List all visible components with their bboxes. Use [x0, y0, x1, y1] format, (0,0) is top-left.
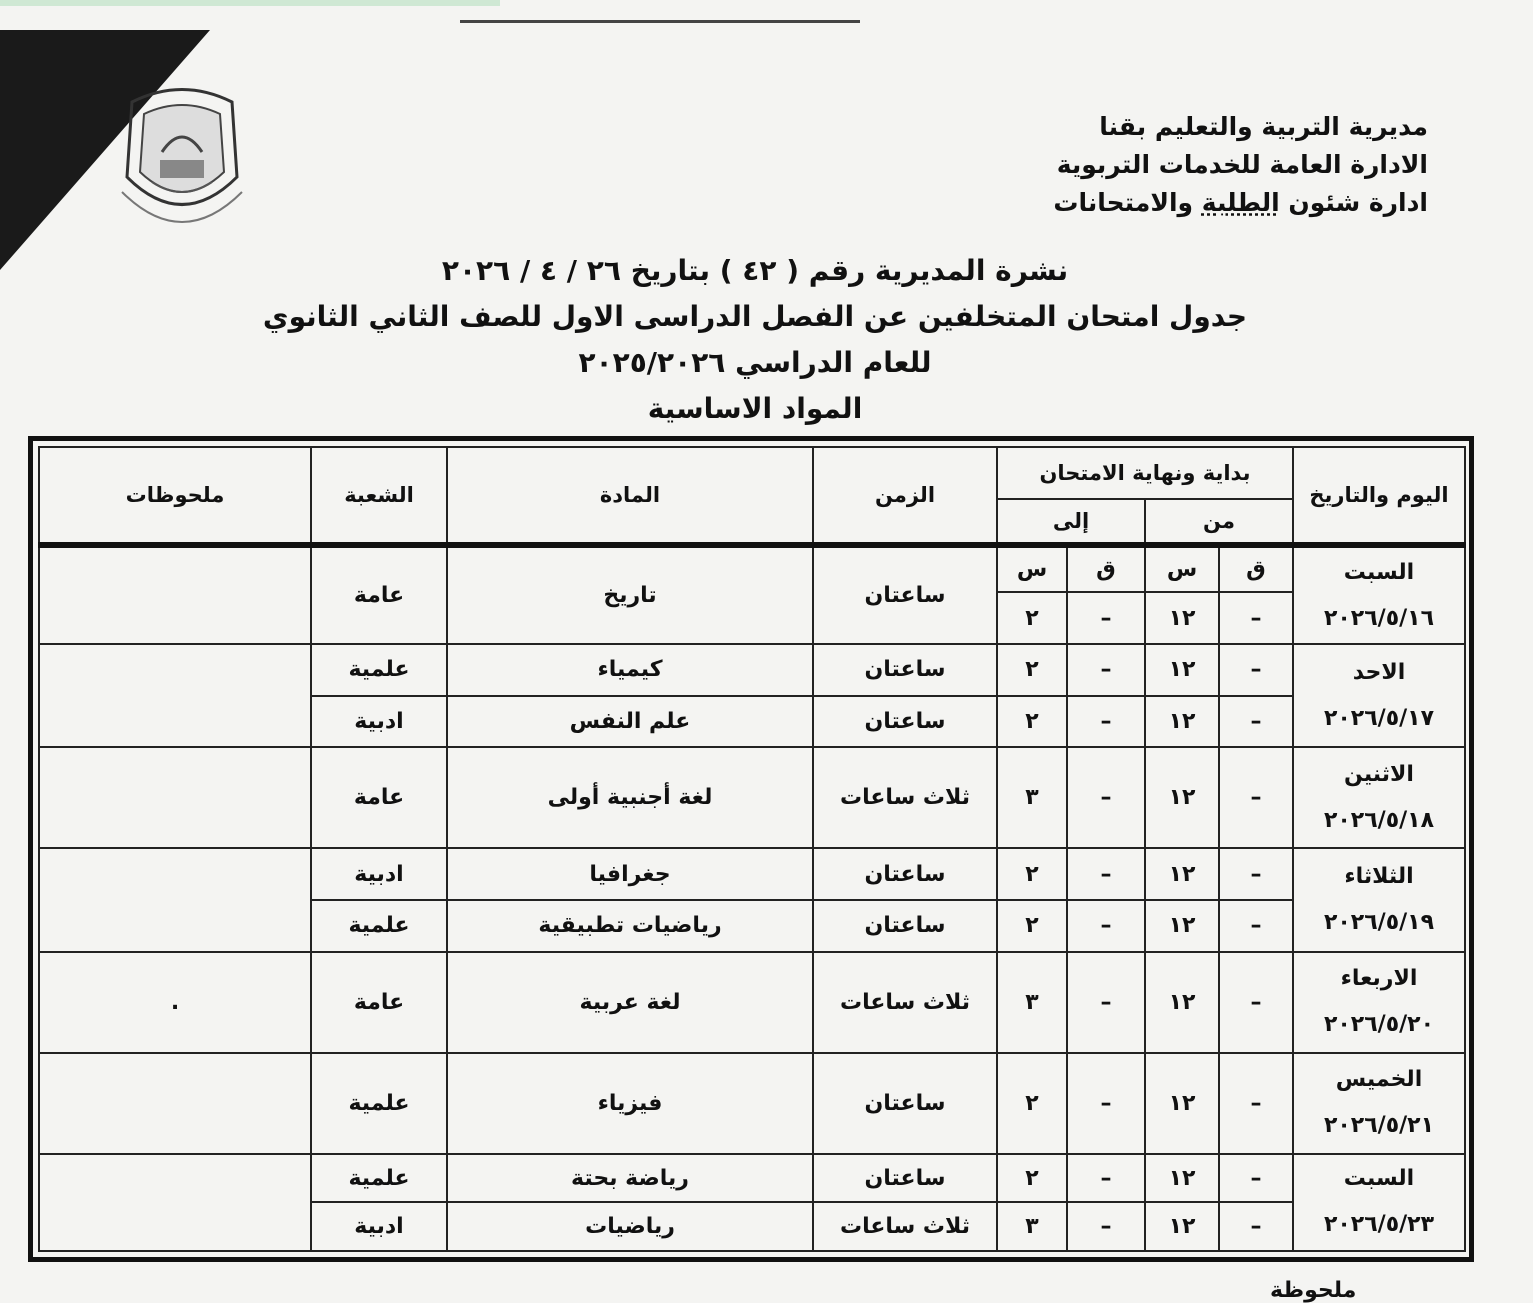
document-titles — [200, 248, 1310, 432]
duration-cell: ثلاث ساعات — [813, 952, 997, 1053]
subject-cell: لغة أجنبية أولى — [447, 747, 813, 848]
from-hour-cell: ١٢ — [1145, 1053, 1219, 1154]
from-minute-cell: – — [1219, 1053, 1293, 1154]
day-name: السبت — [1343, 1166, 1415, 1192]
day-date: ٢٠٢٦/٥/١٧ — [1323, 705, 1435, 731]
from-hour-cell: ١٢ — [1145, 696, 1219, 748]
exam-schedule-table-frame — [28, 436, 1474, 1262]
day-date: ٢٠٢٦/٥/١٨ — [1323, 807, 1435, 833]
from-minute-cell: – — [1219, 592, 1293, 644]
from-minute-cell: – — [1219, 952, 1293, 1053]
to-minute-cell: – — [1067, 952, 1145, 1053]
subject-cell: جغرافيا — [447, 848, 813, 900]
division-cell: علمية — [311, 900, 447, 952]
header-start-end: بداية ونهاية الامتحان — [997, 447, 1293, 499]
from-hour-cell: ١٢ — [1145, 1202, 1219, 1251]
subject-cell: رياضة بحتة — [447, 1154, 813, 1203]
day-date: ٢٠٢٦/٥/٢٣ — [1323, 1212, 1435, 1238]
day-name: الاثنين — [1344, 761, 1414, 787]
day-cell — [1293, 545, 1465, 644]
issuer-line-2: الادارة العامة للخدمات التربوية — [1056, 150, 1428, 179]
notes-cell: . — [39, 952, 311, 1053]
to-minute-cell: – — [1067, 848, 1145, 900]
issuer-line-1: مديرية التربية والتعليم بقنا — [1099, 112, 1428, 141]
to-minute-cell: – — [1067, 644, 1145, 696]
issuer-line-3 — [1008, 184, 1428, 222]
day-date: ٢٠٢٦/٥/٢١ — [1323, 1113, 1435, 1139]
subject-cell: لغة عربية — [447, 952, 813, 1053]
day-cell — [1293, 952, 1465, 1053]
to-hour-cell: ٢ — [997, 1154, 1067, 1203]
to-hour-cell: ٣ — [997, 1202, 1067, 1251]
day-name: الثلاثاء — [1344, 864, 1414, 889]
from-hour-cell: ١٢ — [1145, 848, 1219, 900]
subject-cell: كيمياء — [447, 644, 813, 696]
subjects-heading: المواد الاساسية — [647, 392, 863, 425]
to-minute-cell: – — [1067, 900, 1145, 952]
day-cell — [1293, 644, 1465, 747]
to-hour-cell: ٣ — [997, 747, 1067, 848]
division-cell: عامة — [311, 545, 447, 644]
header-subject: المادة — [447, 447, 813, 545]
duration-cell: ثلاث ساعات — [813, 747, 997, 848]
issuer-line-3-suffix: والامتحانات — [1053, 188, 1202, 217]
from-minute-cell: – — [1219, 1154, 1293, 1203]
day-cell — [1293, 848, 1465, 951]
to-hour-cell: ٢ — [997, 696, 1067, 748]
division-cell: علمية — [311, 1053, 447, 1154]
to-minute-cell: – — [1067, 696, 1145, 748]
day-date: ٢٠٢٦/٥/١٦ — [1323, 605, 1435, 631]
duration-cell: ساعتان — [813, 1053, 997, 1154]
unit-hour-from: س — [1145, 545, 1219, 592]
from-minute-cell: – — [1219, 747, 1293, 848]
header-from: من — [1145, 499, 1293, 545]
to-hour-cell: ٣ — [997, 952, 1067, 1053]
day-name: السبت — [1343, 559, 1415, 585]
subject-cell: فيزياء — [447, 1053, 813, 1154]
from-hour-cell: ١٢ — [1145, 644, 1219, 696]
day-name: الاربعاء — [1340, 966, 1418, 992]
academic-year: للعام الدراسي ٢٠٢٥/٢٠٢٦ — [578, 346, 932, 379]
subject-cell: تاريخ — [447, 545, 813, 644]
to-minute-cell: – — [1067, 1202, 1145, 1251]
from-hour-cell: ١٢ — [1145, 952, 1219, 1053]
header-notes: ملحوظات — [39, 447, 311, 545]
day-name: الاحد — [1352, 659, 1406, 685]
division-cell: ادبية — [311, 1202, 447, 1251]
from-minute-cell: – — [1219, 1202, 1293, 1251]
day-date: ٢٠٢٦/٥/١٩ — [1323, 910, 1435, 935]
header-duration: الزمن — [813, 447, 997, 545]
directorate-logo-icon — [112, 82, 252, 242]
duration-cell: ساعتان — [813, 848, 997, 900]
to-minute-cell: – — [1067, 747, 1145, 848]
notes-cell — [39, 848, 311, 951]
from-minute-cell: – — [1219, 696, 1293, 748]
duration-cell: ساعتان — [813, 1154, 997, 1203]
to-minute-cell: – — [1067, 592, 1145, 644]
top-edge-strip — [0, 0, 500, 6]
notes-cell — [39, 1154, 311, 1251]
header-day-date: اليوم والتاريخ — [1293, 447, 1465, 545]
duration-cell: ساعتان — [813, 696, 997, 748]
day-name: الخميس — [1335, 1067, 1423, 1093]
top-scan-line — [460, 20, 860, 23]
day-cell — [1293, 1053, 1465, 1154]
day-cell — [1293, 1154, 1465, 1251]
from-minute-cell: – — [1219, 848, 1293, 900]
notes-cell — [39, 644, 311, 747]
to-minute-cell: – — [1067, 1053, 1145, 1154]
to-hour-cell: ٢ — [997, 592, 1067, 644]
exam-title: جدول امتحان المتخلفين عن الفصل الدراسى الاول للصف الثاني الثانوي — [262, 300, 1248, 333]
to-hour-cell: ٢ — [997, 900, 1067, 952]
division-cell: عامة — [311, 747, 447, 848]
unit-minute-from: ق — [1219, 545, 1293, 592]
unit-hour-to: س — [997, 545, 1067, 592]
subject-cell: رياضيات — [447, 1202, 813, 1251]
to-hour-cell: ٢ — [997, 1053, 1067, 1154]
day-cell — [1293, 747, 1465, 848]
bulletin-title: نشرة المديرية رقم ( ٤٢ ) بتاريخ ٢٦ / ٤ / ٢٠٢٦ — [441, 254, 1069, 287]
subject-cell: رياضيات تطبيقية — [447, 900, 813, 952]
duration-cell: ساعتان — [813, 644, 997, 696]
footer-note-partial: ملحوظة — [1270, 1278, 1357, 1303]
notes-cell — [39, 1053, 311, 1154]
division-cell: ادبية — [311, 696, 447, 748]
unit-minute-to: ق — [1067, 545, 1145, 592]
from-minute-cell: – — [1219, 644, 1293, 696]
duration-cell: ساعتان — [813, 545, 997, 644]
to-hour-cell: ٢ — [997, 644, 1067, 696]
from-hour-cell: ١٢ — [1145, 592, 1219, 644]
division-cell: علمية — [311, 644, 447, 696]
duration-cell: ثلاث ساعات — [813, 1202, 997, 1251]
subject-cell: علم النفس — [447, 696, 813, 748]
division-cell: عامة — [311, 952, 447, 1053]
header-division: الشعبة — [311, 447, 447, 545]
issuer-line-3-prefix: ادارة شئون — [1279, 188, 1428, 217]
from-minute-cell: – — [1219, 900, 1293, 952]
issuer-line-3-underlined: الطلبة — [1201, 188, 1280, 217]
exam-schedule-table — [38, 446, 1466, 1252]
from-hour-cell: ١٢ — [1145, 747, 1219, 848]
from-hour-cell: ١٢ — [1145, 1154, 1219, 1203]
to-hour-cell: ٢ — [997, 848, 1067, 900]
notes-cell — [39, 545, 311, 644]
division-cell: علمية — [311, 1154, 447, 1203]
issuer-header — [1008, 108, 1428, 222]
notes-cell — [39, 747, 311, 848]
to-minute-cell: – — [1067, 1154, 1145, 1203]
division-cell: ادبية — [311, 848, 447, 900]
day-date: ٢٠٢٦/٥/٢٠ — [1323, 1012, 1435, 1038]
duration-cell: ساعتان — [813, 900, 997, 952]
from-hour-cell: ١٢ — [1145, 900, 1219, 952]
header-to: إلى — [997, 499, 1145, 545]
